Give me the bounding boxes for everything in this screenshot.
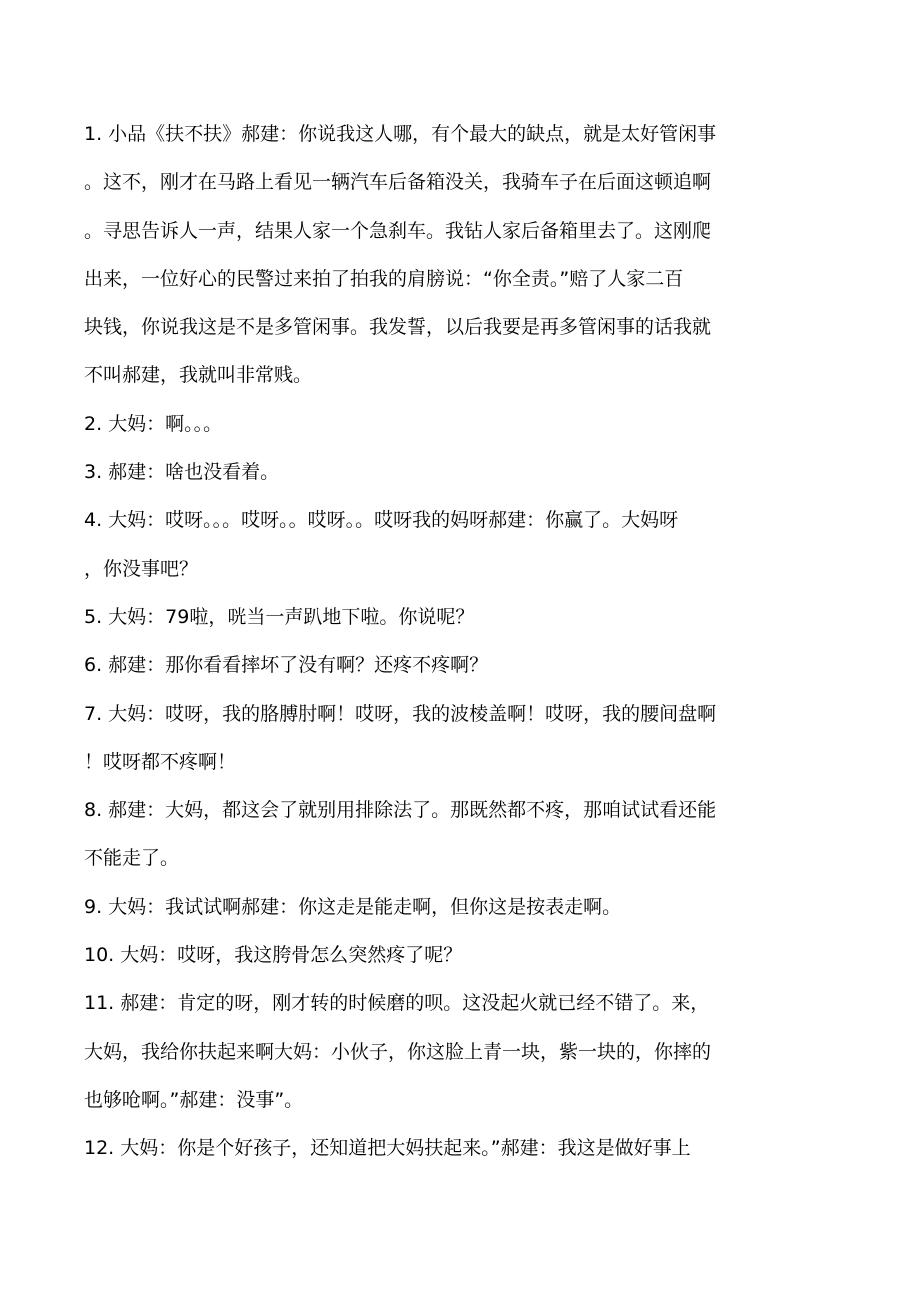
text-line: 出来，一位好心的民警过来拍了拍我的肩膀说：“你全责。”赔了人家二百 xyxy=(84,267,684,290)
text-line: 不叫郝建，我就叫非常贱。 xyxy=(84,364,313,387)
text-line: 10. 大妈：哎呀，我这胯骨怎么突然疼了呢？ xyxy=(84,944,463,967)
text-line: 9. 大妈：我试试啊郝建：你这走是能走啊，但你这是按表走啊。 xyxy=(84,895,622,918)
text-line: ！哎呀都不疼啊！ xyxy=(84,750,237,773)
text-line: 12. 大妈：你是个好孩子，还知道把大妈扶起来。”郝建：我这是做好事上 xyxy=(84,1137,691,1160)
text-line: ，你没事吧？ xyxy=(84,557,199,580)
text-line: 7. 大妈：哎呀，我的胳膊肘啊！哎呀，我的波棱盖啊！哎呀，我的腰间盘啊 xyxy=(84,702,717,725)
text-line: 2. 大妈：啊。。。 xyxy=(84,412,223,435)
text-line: 大妈，我给你扶起来啊大妈：小伙子，你这脸上青一块，紫一块的，你摔的 xyxy=(84,1040,712,1063)
text-line: 不能走了。 xyxy=(84,847,180,870)
script-text-block xyxy=(84,110,800,1173)
text-line: 3. 郝建：啥也没看着。 xyxy=(84,461,280,484)
text-line: 11. 郝建：肯定的呀，刚才转的时候磨的呗。这没起火就已经不错了。来， xyxy=(84,992,710,1015)
text-line: 1. 小品《扶不扶》郝建：你说我这人哪，有个最大的缺点，就是太好管闲事 xyxy=(84,123,717,145)
text-line: 。寻思告诉人一声，结果人家一个急刹车。我钻人家后备箱里去了。这刚爬 xyxy=(84,219,712,242)
text-line: 。这不，刚才在马路上看见一辆汽车后备箱没关，我骑车子在后面这顿追啊 xyxy=(84,171,712,194)
text-line: 也够呛啊。”郝建：没事”。 xyxy=(84,1088,304,1111)
text-line: 块钱，你说我这是不是多管闲事。我发誓，以后我要是再多管闲事的话我就 xyxy=(84,316,712,339)
text-line: 8. 郝建：大妈，都这会了就别用排除法了。那既然都不疼，那咱试试看还能 xyxy=(84,799,717,822)
text-line: 5. 大妈：79啦，咣当一声趴地下啦。你说呢？ xyxy=(84,605,475,628)
text-line: 6. 郝建：那你看看摔坏了没有啊？还疼不疼啊？ xyxy=(84,654,489,677)
text-line: 4. 大妈：哎呀。。。哎呀。。哎呀。。哎呀我的妈呀郝建：你赢了。大妈呀 xyxy=(84,509,679,532)
